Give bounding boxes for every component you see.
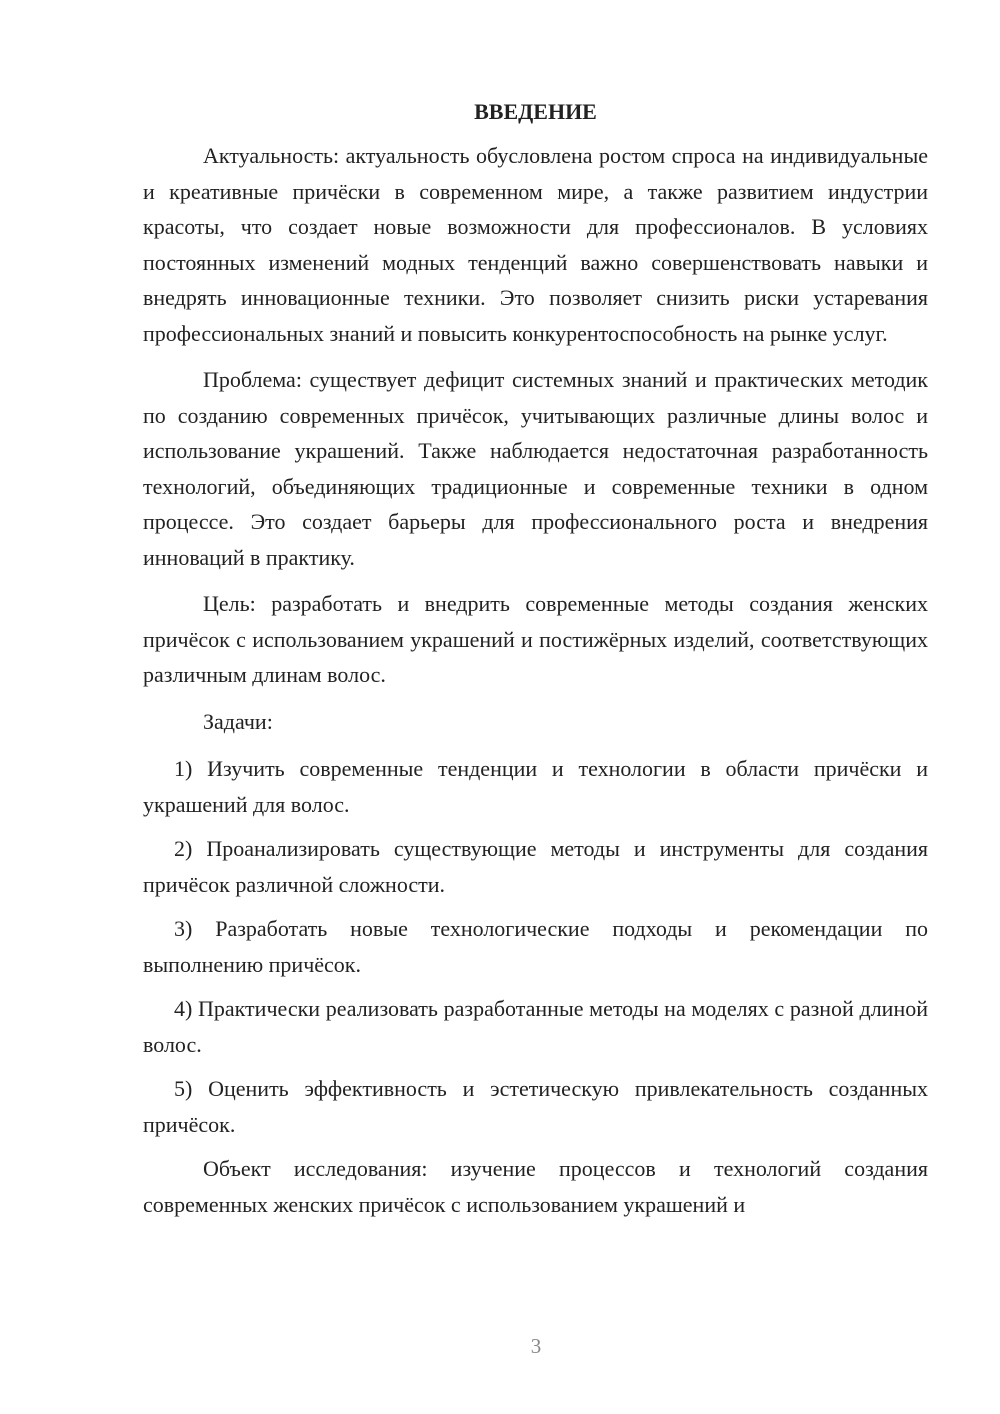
task-text: Оценить эффективность и эстетическую привлекательность созданных причёсок. <box>143 1076 929 1137</box>
task-item <box>143 1071 928 1142</box>
task-text: Проанализировать существующие методы и инструменты для создания причёсок различной сложности. <box>143 836 929 897</box>
task-item <box>143 831 928 902</box>
paragraph-relevance: Актуальность: актуальность обусловлена ростом спроса на индивидуальные и креативные причёски в современном мире, а также развитием индустрии красоты, что создает новые возможности для профессионалов. В условиях постоянных изменений модных тенденций важно совершенствовать навыки и внедрять инновационные техники. Это позволяет снизить риски устаревания профессиональных знаний и повысить конкурентоспособность на рынке услуг. <box>143 143 928 346</box>
task-number: 3) <box>174 916 193 941</box>
task-number: 5) <box>174 1076 193 1101</box>
page-number: 3 <box>530 1334 542 1358</box>
page-body <box>143 96 928 1233</box>
task-item <box>143 991 928 1062</box>
task-number: 4) <box>174 996 193 1021</box>
task-item <box>143 751 928 822</box>
task-text: Практически реализовать разработанные методы на моделях с разной длиной волос. <box>143 996 928 1057</box>
paragraph-object: Объект исследования: изучение процессов и технологий создания современных женских причёсок с использованием украшений и <box>143 1156 928 1217</box>
task-item <box>143 911 928 982</box>
task-text: Изучить современные тенденции и технологии в области причёски и украшений для волос. <box>143 756 929 817</box>
task-text: Разработать новые технологические подходы и рекомендации по выполнению причёсок. <box>143 916 928 977</box>
paragraph-goal: Цель: разработать и внедрить современные методы создания женских причёсок с использованием украшений и постижёрных изделий, соответствующих различным длинам волос. <box>143 591 928 687</box>
task-number: 2) <box>174 836 193 861</box>
paragraph-problem: Проблема: существует дефицит системных знаний и практических методик по созданию современных причёсок, учитывающих различные длины волос и использование украшений. Также наблюдается недостаточная разработанность технологий, объединяющих традиционные и современные техники в одном процессе. Это создает барьеры для профессионального роста и внедрения инноваций в практику. <box>143 367 928 570</box>
tasks-label: Задачи: <box>203 708 273 734</box>
task-number: 1) <box>174 756 193 781</box>
section-title: ВВЕДЕНИЕ <box>474 99 597 124</box>
